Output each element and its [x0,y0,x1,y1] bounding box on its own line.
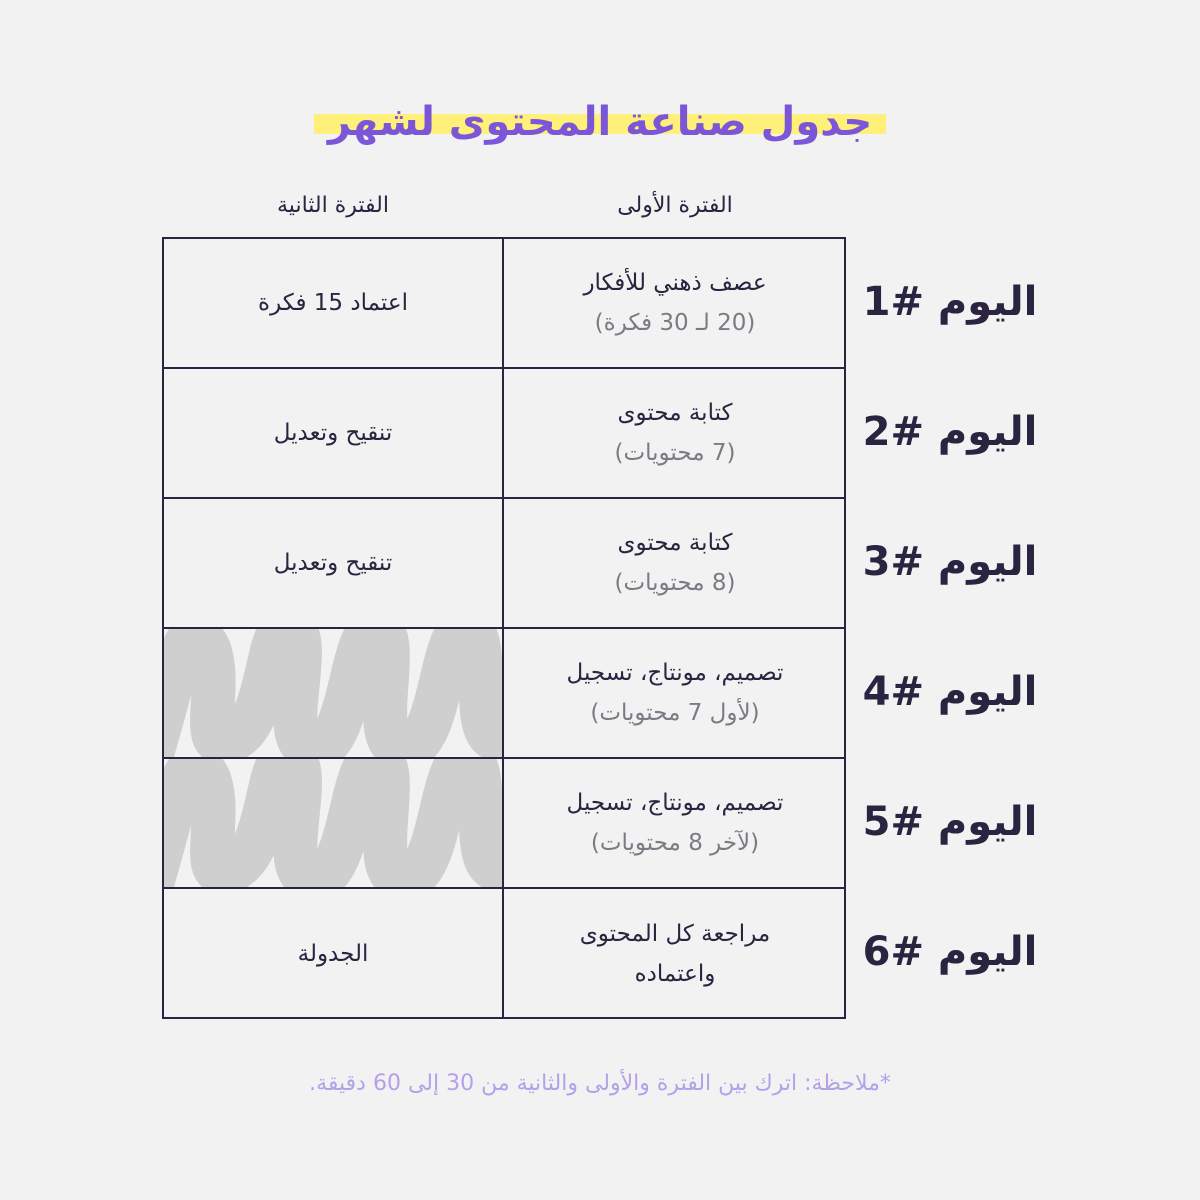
first-period-cell [506,499,844,627]
second-period-text: تنقيح وتعديل [273,550,393,576]
column-header-second-period: الفترة الثانية [277,193,389,218]
first-period-main: كتابة محتوى [617,530,733,556]
second-period-cell [164,369,504,497]
first-period-main-line2: واعتماده [634,961,716,987]
second-period-text: الجدولة [297,941,369,967]
table-row [164,499,844,629]
day-label-6: اليوم #6 [862,929,1038,975]
title-text: جدول صناعة المحتوى لشهر [327,99,873,145]
table-row [164,889,844,1019]
day-label-2: اليوم #2 [862,409,1038,455]
first-period-sub: (لآخر 8 محتويات) [590,830,760,856]
first-period-cell [506,629,844,757]
second-period-cell-blocked [164,759,504,887]
first-period-main: تصميم، مونتاج، تسجيل [566,660,784,686]
second-period-cell [164,239,504,367]
first-period-sub: (20 لـ 30 فكرة) [594,310,756,336]
table-row [164,759,844,889]
first-period-main: تصميم، مونتاج، تسجيل [566,790,784,816]
first-period-sub: (8 محتويات) [614,570,736,596]
first-period-cell [506,239,844,367]
first-period-main: مراجعة كل المحتوى [579,921,771,947]
table-row [164,629,844,759]
day-label-4: اليوم #4 [862,669,1038,715]
second-period-cell-blocked [164,629,504,757]
footnote: *ملاحظة: اترك بين الفترة والأولى والثانية من 30 إلى 60 دقيقة. [309,1071,891,1096]
first-period-cell [506,369,844,497]
first-period-sub: (7 محتويات) [614,440,736,466]
second-period-cell [164,889,504,1019]
second-period-text: اعتماد 15 فكرة [258,290,408,316]
squiggle-pattern-icon [164,759,504,887]
squiggle-pattern-icon [164,629,504,757]
table-row [164,239,844,369]
first-period-sub: (لأول 7 محتويات) [590,700,760,726]
second-period-cell [164,499,504,627]
day-label-1: اليوم #1 [862,279,1038,325]
first-period-cell [506,759,844,887]
first-period-main: عصف ذهني للأفكار [583,270,767,296]
table-row [164,369,844,499]
second-period-text: تنقيح وتعديل [273,420,393,446]
schedule-table [162,237,846,1019]
column-header-first-period: الفترة الأولى [617,193,733,218]
day-label-5: اليوم #5 [862,799,1038,845]
first-period-main: كتابة محتوى [617,400,733,426]
page-title [314,92,886,152]
day-label-3: اليوم #3 [862,539,1038,585]
first-period-cell [506,889,844,1019]
title-wrap [0,92,1200,152]
